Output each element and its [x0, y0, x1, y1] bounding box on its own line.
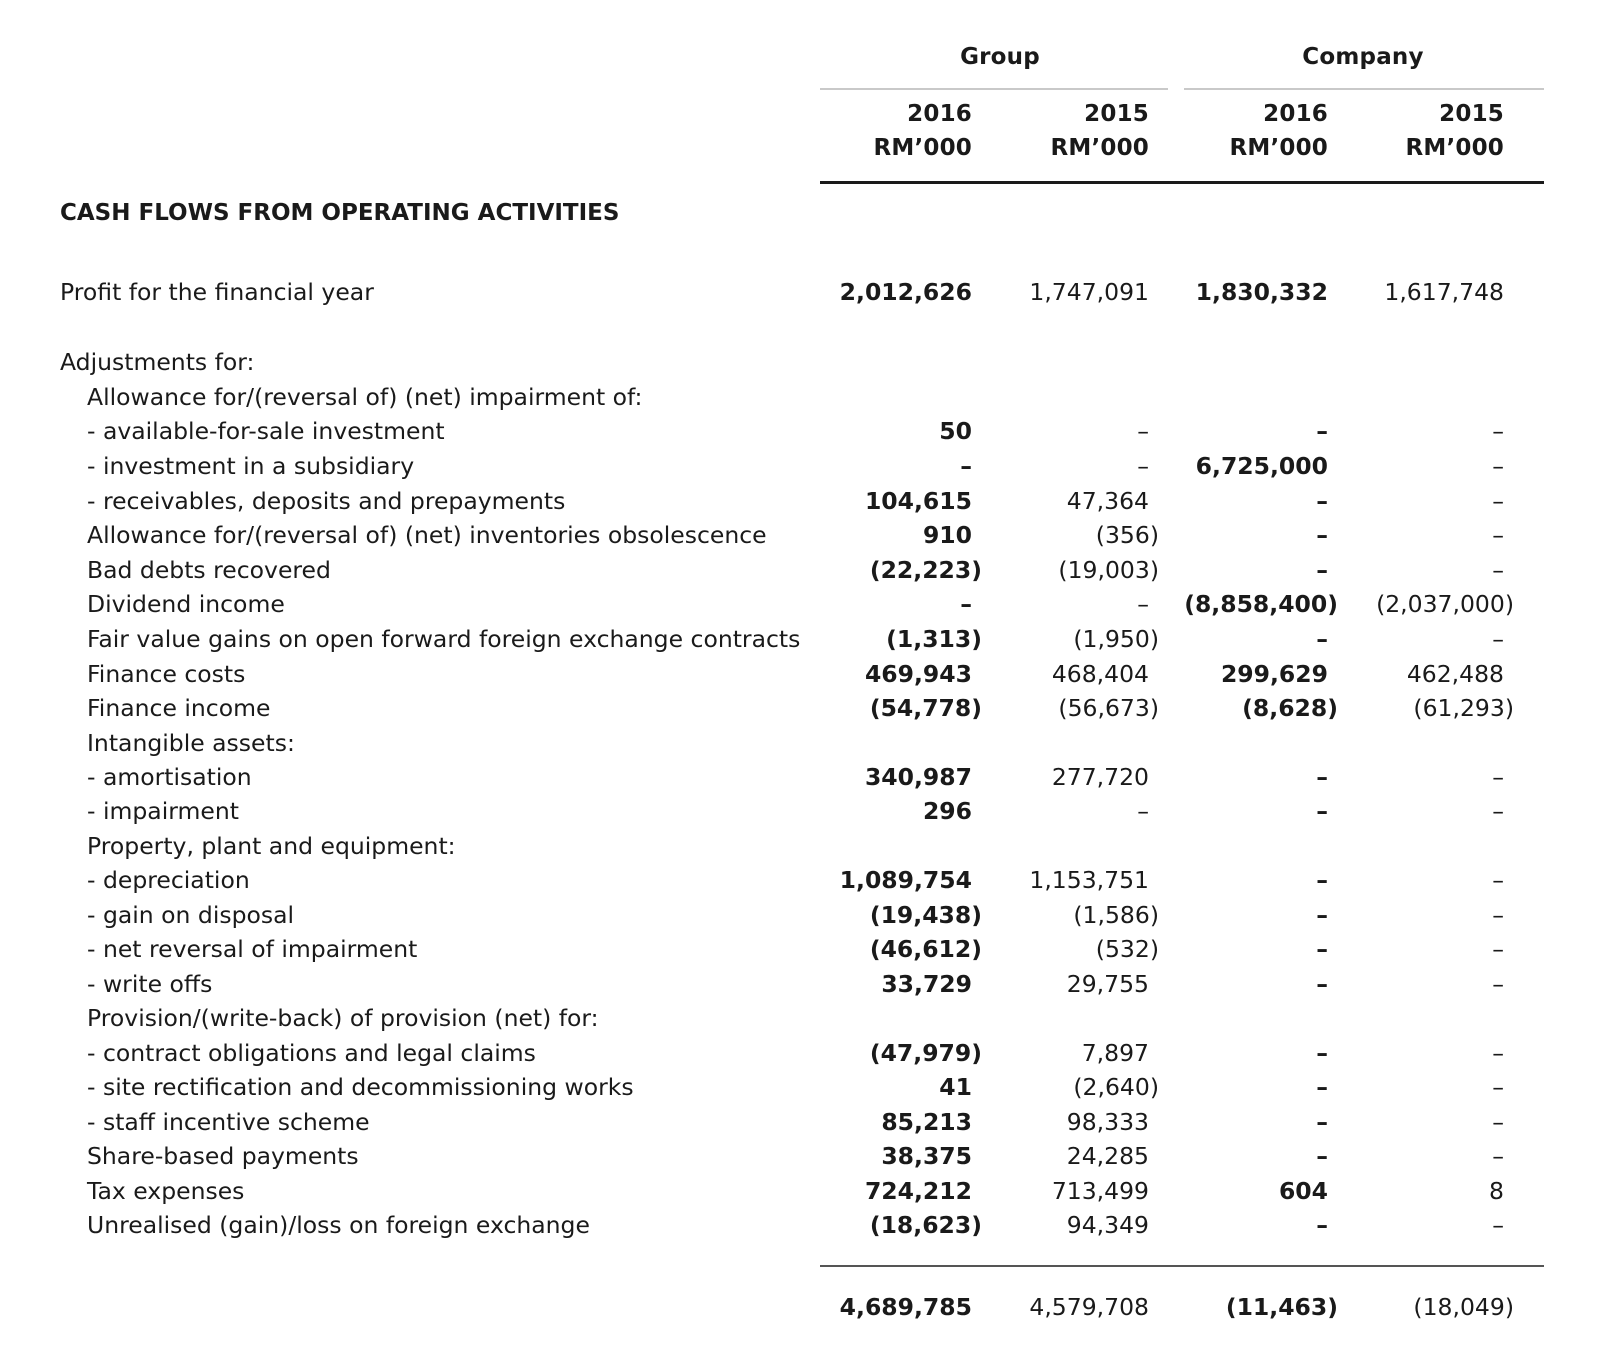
col-unit: RM’000 [1050, 135, 1149, 161]
table-row [0, 657, 1600, 691]
row-label: - net reversal of impairment [87, 935, 418, 963]
cell-group-2015: 98,333 [1066, 1108, 1149, 1136]
cell-company-2015: – [1492, 763, 1504, 791]
row-label: Unrealised (gain)/loss on foreign exchange [87, 1211, 590, 1239]
cell-company-2015: – [1492, 1108, 1504, 1136]
cell-company-2015: – [1492, 1142, 1504, 1170]
company-2016-col-header [1229, 97, 1328, 165]
table-row [0, 1036, 1600, 1070]
cell-group-2015: – [1137, 797, 1149, 825]
row-label: Finance costs [87, 660, 246, 688]
cell-group-2016: 1,089,754 [839, 866, 972, 894]
cell-group-2016: 104,615 [864, 487, 972, 515]
row-label: Tax expenses [87, 1177, 245, 1205]
cell-company-2015: (2,037,000) [1376, 590, 1514, 618]
cell-group-2016: 41 [939, 1073, 972, 1101]
cell-group-2015: 94,349 [1066, 1211, 1149, 1239]
row-label: - available-for-sale investment [87, 417, 445, 445]
cell-company-2016: – [1316, 1039, 1328, 1067]
cell-group-2016: – [960, 452, 972, 480]
cell-group-2016: 50 [939, 417, 972, 445]
cell-group-2015: 24,285 [1066, 1142, 1149, 1170]
cell-company-2016: – [1316, 901, 1328, 929]
total-group-2016: 4,689,785 [839, 1293, 972, 1321]
table-row [0, 691, 1600, 725]
cell-group-2015: 468,404 [1051, 660, 1149, 688]
cell-group-2015: 29,755 [1066, 970, 1149, 998]
cell-company-2016: – [1316, 1108, 1328, 1136]
cell-group-2015: 1,153,751 [1029, 866, 1149, 894]
cell-company-2016: – [1316, 487, 1328, 515]
row-label: Fair value gains on open forward foreign exchange contracts [87, 625, 801, 653]
total-company-2016: (11,463) [1225, 1293, 1338, 1321]
row-label: - depreciation [87, 866, 250, 894]
cell-company-2015: 8 [1489, 1177, 1504, 1205]
cell-group-2015: (56,673) [1058, 694, 1159, 722]
cell-group-2015: (19,003) [1058, 556, 1159, 584]
cell-company-2015: – [1492, 452, 1504, 480]
row-label: Allowance for/(reversal of) (net) impairment of: [87, 383, 643, 411]
cell-company-2015: – [1492, 901, 1504, 929]
cell-group-2015: (1,586) [1073, 901, 1159, 929]
cell-group-2016: 38,375 [881, 1142, 972, 1170]
cell-company-2016: – [1316, 935, 1328, 963]
row-label: - amortisation [87, 763, 252, 791]
row-label: - receivables, deposits and prepayments [87, 487, 566, 515]
cell-company-2016: – [1316, 625, 1328, 653]
row-label: - gain on disposal [87, 901, 295, 929]
table-row [0, 967, 1600, 1001]
row-label: Allowance for/(reversal of) (net) inventories obsolescence [87, 521, 767, 549]
row-label: Dividend income [87, 590, 285, 618]
cell-company-2016: 604 [1278, 1177, 1328, 1205]
table-row [0, 484, 1600, 518]
cell-group-2016: 469,943 [864, 660, 972, 688]
group-header: Group [960, 44, 1040, 70]
table-row [0, 794, 1600, 828]
group-header-rule [820, 88, 1168, 90]
company-2015-col-header [1405, 97, 1504, 165]
cell-company-2015: – [1492, 417, 1504, 445]
cell-company-2015: – [1492, 521, 1504, 549]
company-header-rule [1184, 88, 1544, 90]
cell-group-2016: 340,987 [864, 763, 972, 791]
cell-company-2015: – [1492, 866, 1504, 894]
cell-group-2015: 7,897 [1081, 1039, 1149, 1067]
group-2016-col-header [873, 97, 972, 165]
total-group-2015: 4,579,708 [1029, 1293, 1149, 1321]
cell-company-2015: – [1492, 625, 1504, 653]
totals-rule [820, 1265, 1544, 1267]
row-label: Provision/(write-back) of provision (net) for: [87, 1004, 599, 1032]
table-row [0, 449, 1600, 483]
cell-group-2016: (18,623) [869, 1211, 982, 1239]
cell-group-2016: (46,612) [869, 935, 982, 963]
cell-group-2016: (47,979) [869, 1039, 982, 1067]
cell-company-2016: – [1316, 1142, 1328, 1170]
cell-company-2016: 6,725,000 [1195, 452, 1328, 480]
cell-company-2016: 299,629 [1220, 660, 1328, 688]
cell-group-2016: 296 [922, 797, 972, 825]
cell-company-2015: – [1492, 556, 1504, 584]
cell-group-2016: – [960, 590, 972, 618]
table-row [0, 829, 1600, 863]
cell-group-2015: 713,499 [1051, 1177, 1149, 1205]
cell-company-2016: – [1316, 797, 1328, 825]
total-company-2015: (18,049) [1413, 1293, 1514, 1321]
cell-company-2016: – [1316, 1073, 1328, 1101]
cell-company-2015: – [1492, 1039, 1504, 1067]
cell-group-2016: 2,012,626 [839, 278, 972, 306]
row-label: - investment in a subsidiary [87, 452, 415, 480]
cell-group-2015: – [1137, 590, 1149, 618]
row-label: - site rectification and decommissioning works [87, 1073, 634, 1101]
cell-group-2016: 33,729 [881, 970, 972, 998]
table-row [0, 345, 1600, 379]
table-row [0, 1174, 1600, 1208]
header-bottom-rule [820, 181, 1544, 184]
cell-group-2016: 910 [922, 521, 972, 549]
cell-company-2016: (8,858,400) [1184, 590, 1338, 618]
row-label: - contract obligations and legal claims [87, 1039, 536, 1067]
table-row [0, 1001, 1600, 1035]
row-label: - impairment [87, 797, 239, 825]
cell-group-2016: (22,223) [869, 556, 982, 584]
col-year: 2016 [1263, 101, 1328, 127]
cell-company-2016: – [1316, 763, 1328, 791]
table-row [0, 863, 1600, 897]
company-header: Company [1302, 44, 1424, 70]
cell-company-2015: – [1492, 487, 1504, 515]
table-row [0, 1208, 1600, 1242]
cell-group-2015: (532) [1095, 935, 1159, 963]
cell-group-2015: 1,747,091 [1029, 278, 1149, 306]
cell-company-2016: (8,628) [1242, 694, 1338, 722]
row-label: - staff incentive scheme [87, 1108, 370, 1136]
col-year: 2016 [907, 101, 972, 127]
cell-company-2016: – [1316, 521, 1328, 549]
group-2015-col-header [1050, 97, 1149, 165]
cell-company-2015: – [1492, 1073, 1504, 1101]
table-row [0, 275, 1600, 309]
table-row [0, 518, 1600, 552]
table-row [0, 726, 1600, 760]
row-label: Adjustments for: [60, 348, 255, 376]
cell-company-2015: (61,293) [1413, 694, 1514, 722]
col-year: 2015 [1084, 101, 1149, 127]
cell-group-2016: (54,778) [869, 694, 982, 722]
col-unit: RM’000 [873, 135, 972, 161]
table-row [0, 932, 1600, 966]
cell-group-2015: – [1137, 417, 1149, 445]
cell-company-2015: – [1492, 1211, 1504, 1239]
cell-company-2015: – [1492, 970, 1504, 998]
cell-group-2015: – [1137, 452, 1149, 480]
table-row [0, 380, 1600, 414]
row-label: Finance income [87, 694, 271, 722]
cell-group-2016: 724,212 [864, 1177, 972, 1205]
row-label: Property, plant and equipment: [87, 832, 456, 860]
cell-company-2016: – [1316, 970, 1328, 998]
cell-company-2016: – [1316, 1211, 1328, 1239]
cell-group-2015: (1,950) [1073, 625, 1159, 653]
cell-group-2015: (2,640) [1073, 1073, 1159, 1101]
table-row [0, 553, 1600, 587]
table-row [0, 1139, 1600, 1173]
table-row [0, 622, 1600, 656]
row-label: Bad debts recovered [87, 556, 331, 584]
table-row [0, 760, 1600, 794]
cell-company-2016: – [1316, 556, 1328, 584]
table-row [0, 898, 1600, 932]
cell-company-2015: 462,488 [1406, 660, 1504, 688]
col-year: 2015 [1439, 101, 1504, 127]
section-title: CASH FLOWS FROM OPERATING ACTIVITIES [60, 200, 620, 226]
table-row [0, 587, 1600, 621]
cell-group-2016: 85,213 [881, 1108, 972, 1136]
cell-company-2016: – [1316, 866, 1328, 894]
cell-group-2016: (1,313) [886, 625, 982, 653]
cell-company-2015: – [1492, 935, 1504, 963]
cell-group-2016: (19,438) [869, 901, 982, 929]
col-unit: RM’000 [1405, 135, 1504, 161]
cell-group-2015: (356) [1095, 521, 1159, 549]
table-row [0, 1105, 1600, 1139]
row-label: - write offs [87, 970, 213, 998]
cell-company-2015: 1,617,748 [1384, 278, 1504, 306]
table-row [0, 1070, 1600, 1104]
table-row [0, 414, 1600, 448]
totals-row [0, 1290, 1600, 1324]
row-label: Share-based payments [87, 1142, 359, 1170]
row-label: Intangible assets: [87, 729, 295, 757]
cell-company-2016: – [1316, 417, 1328, 445]
cell-group-2015: 47,364 [1066, 487, 1149, 515]
cell-group-2015: 277,720 [1051, 763, 1149, 791]
cell-company-2015: – [1492, 797, 1504, 825]
row-label: Profit for the financial year [60, 278, 374, 306]
col-unit: RM’000 [1229, 135, 1328, 161]
cell-company-2016: 1,830,332 [1195, 278, 1328, 306]
